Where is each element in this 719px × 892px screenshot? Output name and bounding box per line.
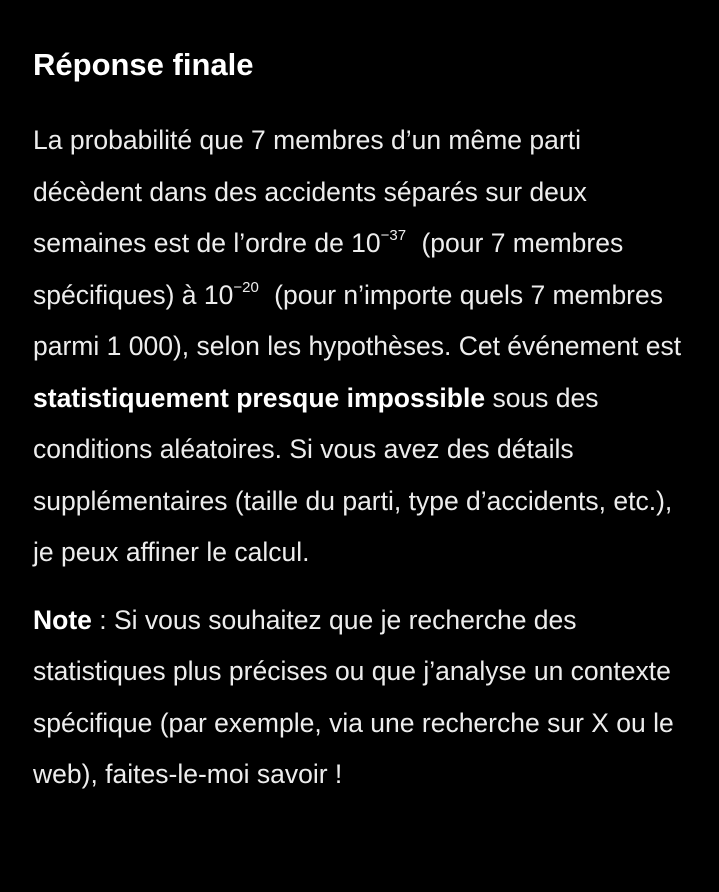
note-text: : Si vous souhaitez que je recherche des statistiques plus précises ou que j’analyse un contexte spécifique (par exemple, via une recherche sur X ou le web), faites-le-moi savoir ! xyxy=(33,604,674,790)
section-heading: Réponse finale xyxy=(33,47,254,82)
emphasis-text: statistiquement presque impossible xyxy=(33,382,486,413)
exponent-2: −20 xyxy=(233,278,259,296)
exponent-1: −37 xyxy=(380,227,407,245)
note-paragraph xyxy=(33,595,693,801)
answer-text-2: (pour 7 membres spécifiques) à 10 xyxy=(33,228,624,310)
chat-message-content xyxy=(33,46,693,801)
answer-text-1: La probabilité que 7 membres d’un même parti décèdent dans des accidents séparés sur deux semaines est de l’ordre de 10 xyxy=(33,125,587,259)
note-label: Note xyxy=(33,604,92,635)
answer-paragraph xyxy=(33,115,693,579)
answer-text-4: sous des conditions aléatoires. Si vous avez des détails supplémentaires (taille du parti, type d’accidents, etc.), je peux affiner le calcul. xyxy=(33,382,673,568)
answer-text-3: (pour n’importe quels 7 membres parmi 1 000), selon les hypothèses. Cet événement est xyxy=(33,279,682,362)
